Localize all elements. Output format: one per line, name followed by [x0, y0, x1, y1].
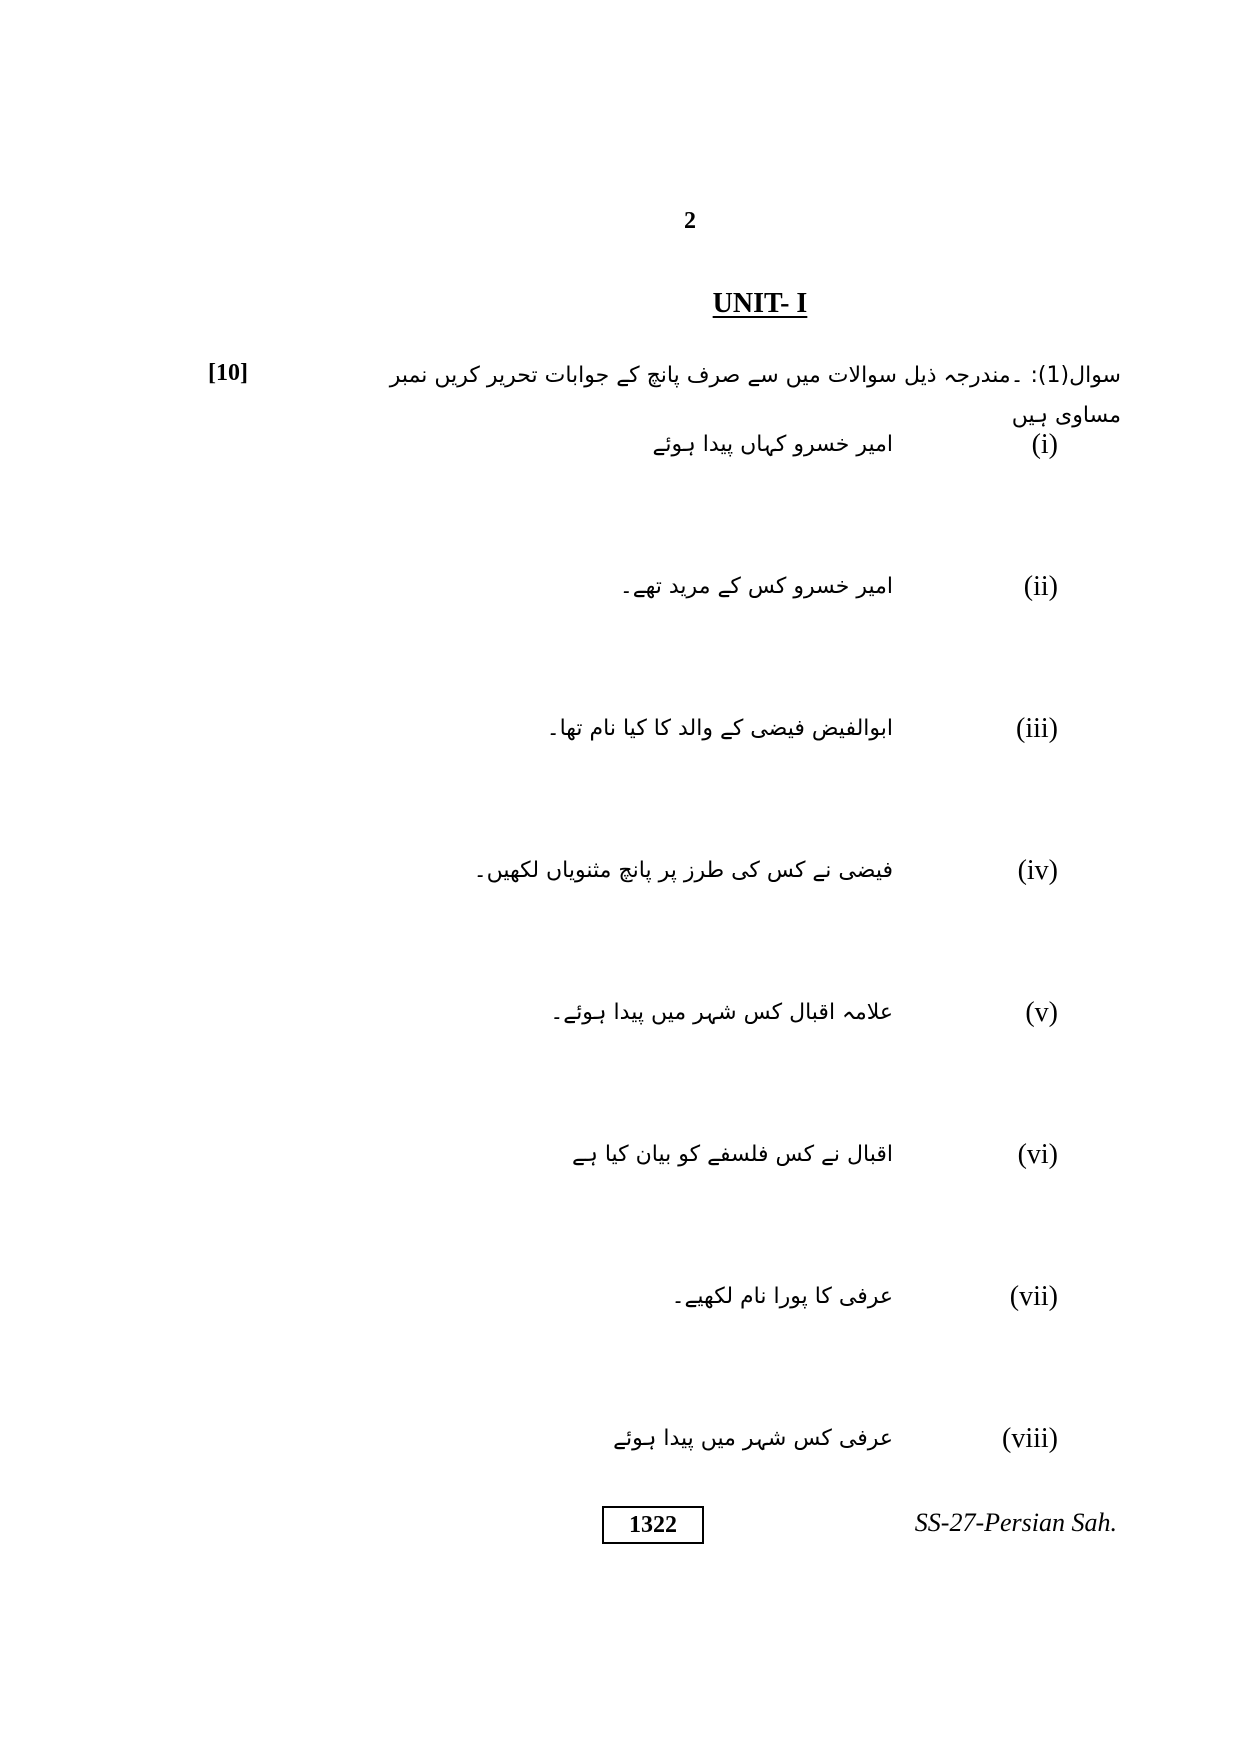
- question-item-number: (vii): [1009, 1281, 1058, 1312]
- page-number: 2: [684, 208, 696, 234]
- question-item-text: عرفی کس شہر میں پیدا ہوئے: [613, 1426, 893, 1451]
- question-item-text: علامہ اقبال کس شہر میں پیدا ہوئے۔: [550, 1000, 893, 1025]
- question-item-number: (viii): [1002, 1423, 1058, 1454]
- paper-code: SS-27-Persian Sah.: [914, 1508, 1117, 1537]
- question-item: [0, 847, 1241, 895]
- question-item: [0, 563, 1241, 611]
- question-item: [0, 1131, 1241, 1179]
- question-item-number: (iii): [1016, 713, 1058, 744]
- question-item: [0, 1415, 1241, 1463]
- question-item: [0, 1273, 1241, 1321]
- question-item-text: ابوالفیض فیضی کے والد کا کیا نام تھا۔: [546, 716, 893, 741]
- question-marks: [10]: [208, 360, 248, 386]
- question-item-text: فیضی نے کس کی طرز پر پانچ مثنویاں لکھیں۔: [473, 858, 893, 883]
- question-item-text: عرفی کا پورا نام لکھیے۔: [671, 1284, 893, 1309]
- question-item: [0, 421, 1241, 469]
- question-item-text: امیر خسرو کہاں پیدا ہوئے: [652, 432, 893, 457]
- question-item: [0, 989, 1241, 1037]
- question-item-number: (v): [1025, 997, 1058, 1028]
- question-heading: سوال(1): ۔مندرجہ ذیل سوالات میں سے صرف پانچ کے جوابات تحریر کریں نمبر مساوی ہیں: [389, 363, 1121, 428]
- question-item-number: (ii): [1023, 571, 1058, 602]
- question-item-text: امیر خسرو کس کے مرید تھے۔: [619, 574, 893, 599]
- page-code-box: 1322: [602, 1506, 704, 1544]
- unit-title: UNIT- I: [712, 288, 808, 319]
- question-item-number: (iv): [1017, 855, 1058, 886]
- question-item-number: (i): [1031, 429, 1058, 460]
- question-item-number: (vi): [1017, 1139, 1058, 1170]
- question-item: [0, 705, 1241, 753]
- question-item-text: اقبال نے کس فلسفے کو بیان کیا ہے: [572, 1142, 893, 1167]
